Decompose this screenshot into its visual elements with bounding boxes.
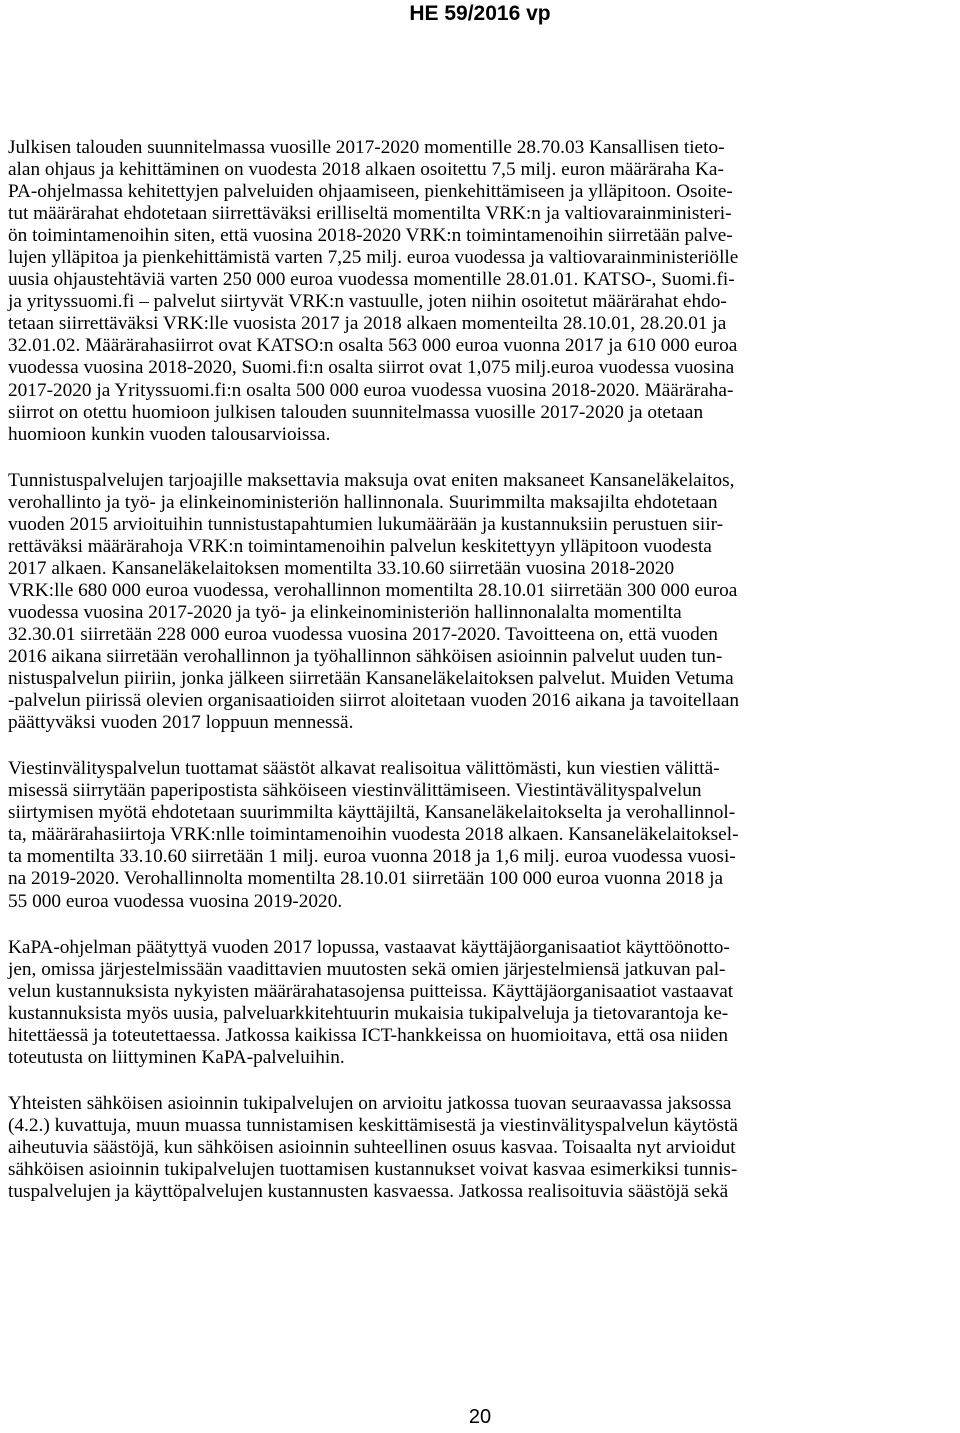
paragraph-identification-fees: Tunnistuspalvelujen tarjoajille maksettavia maksuja ovat eniten maksaneet Kansaneläkelaitos, verohallinto ja työ- ja elinkeinoministeriön hallinnonala. Suurimmilta maksajilta ehdotetaan vuoden 2015 arvioituihin tunnistustapahtumien lukumäärään ja kustannuksiin perustuen siir- rettäväksi määrärahoja VRK:n toimintamenoihin palvelun keskitettyyn ylläpitoon vuodesta 2017 alkaen. Kansaneläkelaitoksen momentilta 33.10.60 siirretään vuosina 2018-2020 VRK:lle 680 000 euroa vuodessa, verohallinnon momentilta 28.10.01 siirretään 300 000 euroa vuodessa vuosina 2017-2020 ja työ- ja elinkeinoministeriön hallinnonalalta momentilta 32.30.01 siirretään 228 000 euroa vuodessa vuosina 2017-2020. Tavoitteena on, että vuoden 2016 aikana siirretään verohallinnon ja työhallinnon sähköisen asioinnin palvelut uuden tun- nistuspalvelun piiriin, jonka jälkeen siirretään Kansaneläkelaitoksen palvelut. Muiden Vetuma -palvelun piirissä olevien organisaatioiden siirrot aloitetaan vuoden 2016 aikana ja tavoitellaan päättyväksi vuoden 2017 loppuun mennessä. [8, 469, 740, 734]
paragraph-kapa-budget: Julkisen talouden suunnitelmassa vuosille 2017-2020 momentille 28.70.03 Kansallisen tieto- alan ohjaus ja kehittäminen on vuodesta 2018 alkaen osoitettu 7,5 milj. euron määräraha Ka- PA-ohjelmassa kehitettyjen palveluiden ohjaamiseen, pienkehittämiseen ja ylläpitoon. Osoite- tut määrärahat ehdotetaan siirrettäväksi erilliseltä momentilta VRK:n ja valtiovarainministeri- ön toimintamenoihin siten, että vuosina 2018-2020 VRK:n toimintamenoihin siirretään palve- lujen ylläpitoa ja pienkehittämistä varten 7,25 milj. euroa vuodessa ja valtiovarainministeriölle uusia ohjaustehtäviä varten 250 000 euroa vuodessa momentille 28.01.01. KATSO-, Suomi.fi- ja yrityssuomi.fi – palvelut siirtyvät VRK:n vastuulle, joten niihin osoitetut määrärahat ehdo- tetaan siirrettäväksi VRK:lle vuosista 2017 ja 2018 alkaen momenteilta 28.10.01, 28.20.01 ja 32.01.02. Määrärahasiirrot ovat KATSO:n osalta 563 000 euroa vuonna 2017 ja 610 000 euroa vuodessa vuosina 2018-2020, Suomi.fi:n osalta siirrot ovat 1,075 milj.euroa vuodessa vuosina 2017-2020 ja Yrityssuomi.fi:n osalta 500 000 euroa vuodessa vuosina 2018-2020. Määräraha- siirrot on otettu huomioon julkisen talouden suunnitelmassa vuosille 2017-2020 ja otetaan huomioon kunkin vuoden talousarvioissa. [8, 137, 739, 445]
document-body [8, 137, 953, 1227]
page-number: 20 [468, 1406, 492, 1428]
paragraph-shared-services: Yhteisten sähköisen asioinnin tukipalvelujen on arvioitu jatkossa tuovan seuraavassa jaksossa (4.2.) kuvattuja, muun muassa tunnistamisen keskittämisestä ja viestinvälityspalvelun käytöstä aiheutuvia säästöjä, kun sähköisen asioinnin suhteellinen osuus kasvaa. Toisaalta nyt arvioidut sähköisen asioinnin tukipalvelujen tuottamisen kustannukset voivat kasvaa esimerkiksi tunnis- tuspalvelujen ja käyttöpalvelujen kustannusten kasvaessa. Jatkossa realisoituvia säästöjä sekä [8, 1092, 738, 1203]
paragraph-after-kapa: KaPA-ohjelman päätyttyä vuoden 2017 lopussa, vastaavat käyttäjäorganisaatiot käyttöönotto- jen, omissa järjestelmissään vaadittavien muutosten sekä omien järjestelmiensä jatkuvan pal- velun kustannuksista nykyisten määrärahatasojensa puitteissa. Käyttäjäorganisaatiot vastaavat kustannuksista myös uusia, palveluarkkitehtuurin mukaisia tukipalveluja ja tietovarantoja ke- hitettäessä ja toteutettaessa. Jatkossa kaikissa ICT-hankkeissa on huomioitava, että osa niiden toteutusta on liittyminen KaPA-palveluihin. [8, 936, 734, 1068]
paragraph-messaging-savings: Viestinvälityspalvelun tuottamat säästöt alkavat realisoitua välittömästi, kun viestien välittä- misessä siirrytään paperipostista sähköiseen viestinvälittämiseen. Viestintävälityspalvelun siirtymisen myötä ehdotetaan suurimmilta käyttäjiltä, Kansaneläkelaitokselta ja verohallinnol- ta, määrärahasiirtoja VRK:nlle toimintamenoihin vuodesta 2018 alkaen. Kansaneläkelaitoksel- ta momentilta 33.10.60 siirretään 1 milj. euroa vuonna 2018 ja 1,6 milj. euroa vuodessa vuosi- na 2019-2020. Verohallinnolta momentilta 28.10.01 siirretään 100 000 euroa vuonna 2018 ja 55 000 euroa vuodessa vuosina 2019-2020. [8, 758, 739, 912]
page-header: HE 59/2016 vp [409, 2, 551, 25]
